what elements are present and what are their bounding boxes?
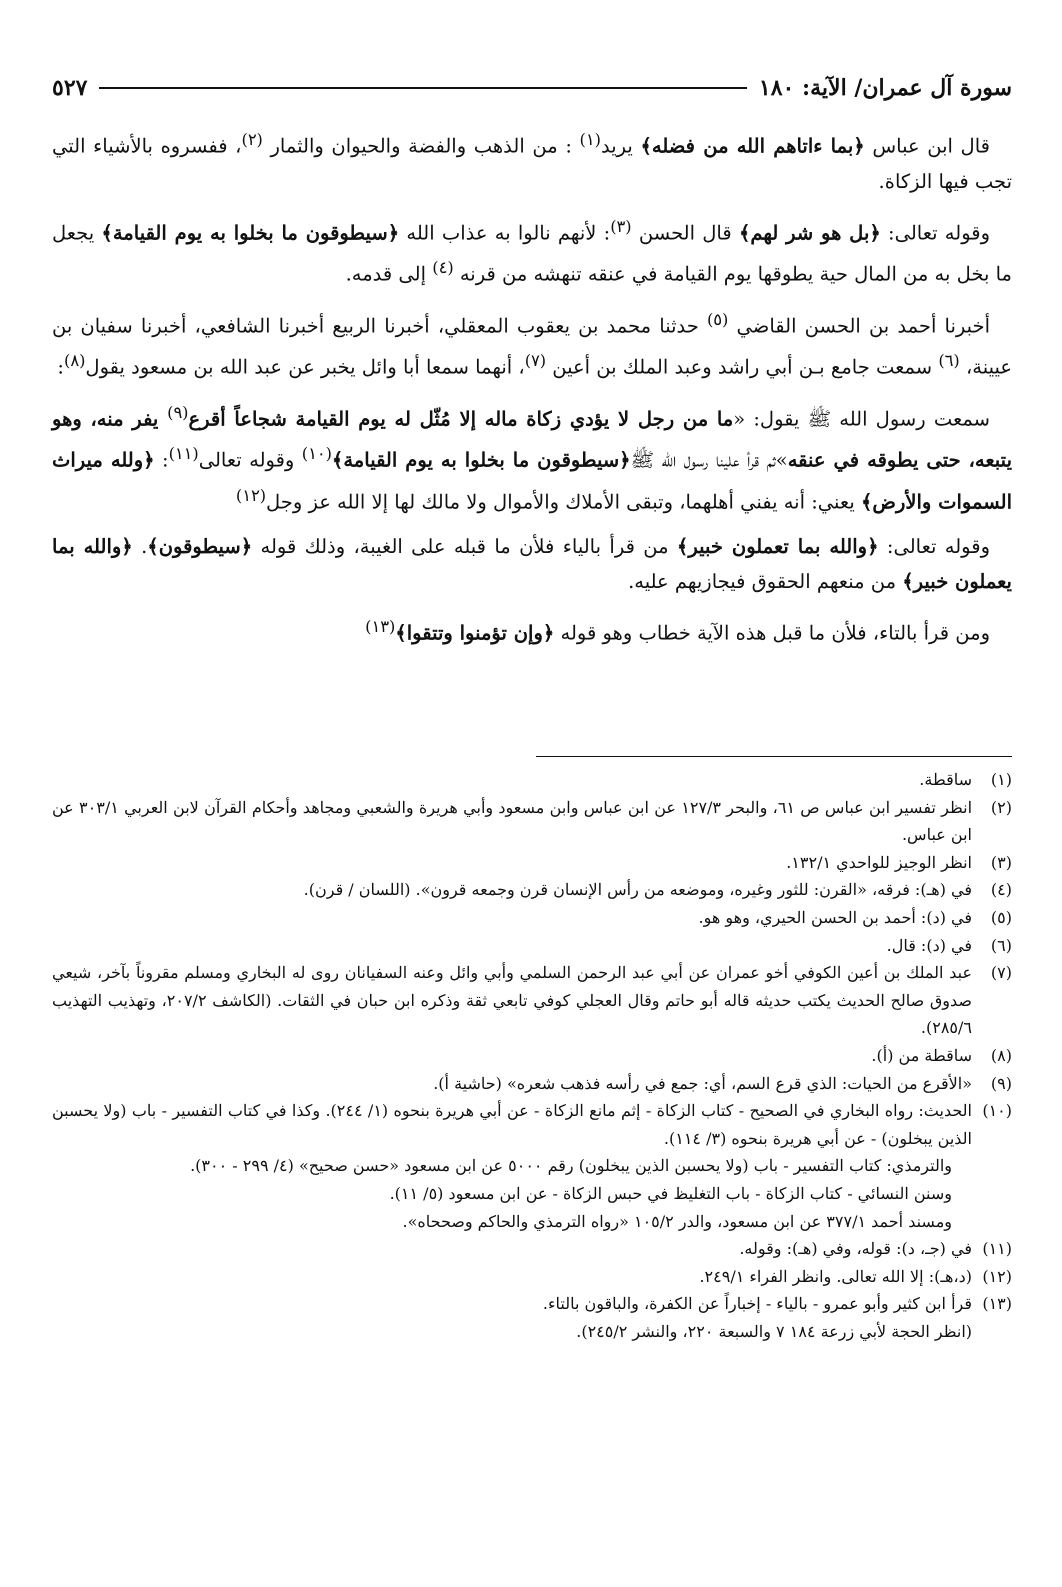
footnote-number: (٦) [990,935,1012,955]
text: . [132,535,148,558]
footnote-8 [52,1042,1012,1070]
footnote-text: (د،هـ): إلا الله تعالى. وانظر الفراء ٢٤٩/١. [699,1266,972,1286]
quran-quote: ﴿سيطوقون﴾ [147,535,253,558]
text: يجعل ما بخل به من المال حية يطوقها يوم القيامة في عنقه تنهشه من قرنه [52,221,1012,286]
footnote-9 [52,1070,1012,1098]
text: وقوله تعالى: [880,221,991,244]
footnote-number: (٧) [990,963,1012,983]
footnote-divider [536,756,1012,757]
text: : [154,448,169,472]
footnote-number: (١٠) [982,1101,1012,1121]
text: إلى قدمه. [345,262,433,286]
footnote-11 [52,1235,1012,1263]
footnote-text: عبد الملك بن أعين الكوفي أخو عمران عن أبي عبد الرحمن السلمي وأبي وائل وعنه السفيانان روى له البخاري ومسلم مقروناً بآخر، شيعي صدوق صالح الحديث يكتب حديثه قاله أبو حاتم وقال العجلي كوفي تابعي ثقة وذكره ابن حبان في الثقات. (الكاشف ٢٠٧/٢، وتهذيب التهذيب ٢٨٥/٦). [52,963,972,1038]
footnote-13-continued: (انظر الحجة لأبي زرعة ١٨٤ ٧ والسبعة ٢٢٠، والنشر ٢٤٥/٢). [576,1321,972,1341]
footnote-text: «الأقرع من الحيات: الذي قرع السم، أي: جمع في رأسه فذهب شعره» (حاشية أ). [433,1073,972,1093]
footnote-ref[interactable]: (٤) [432,258,454,277]
text: سمعت جامع بـن أبي راشد وعبد الملك بن أعين [546,355,939,379]
text: : [57,355,64,379]
footnote-number: (١٣) [982,1294,1012,1314]
footnote-ref[interactable]: (١١) [168,444,199,463]
footnote-number: (٣) [990,852,1012,872]
footnote-text: في (د): أحمد بن الحسن الحيري، وهو هو. [698,907,972,927]
footnote-7 [52,959,1012,1042]
quran-quote: ﴿وإن تؤمنوا وتتقوا﴾ [395,621,555,645]
hadith-quote: ما من رجل لا يؤدي زكاة ماله إلا مُثّل له يوم القيامة شجاعاً أقرع [188,407,734,430]
footnote-ref[interactable]: (٧) [524,351,547,370]
footnote-10 [52,1097,1012,1152]
text: وقوله تعالى [198,448,302,472]
footnote-number: (١) [990,770,1012,789]
quran-quote: ﴿سيطوقون ما بخلوا به يوم القيامة﴾ [101,221,400,244]
header-rule [99,87,746,89]
footnote-ref[interactable]: (٣) [610,216,632,236]
footnote-4 [52,876,1012,904]
text: قال الحسن [631,221,739,244]
hadith-quote: يفر منه، وهو يتبعه، حتى يطوقه في عنقه [52,407,1012,472]
footnote-ref[interactable]: (٩) [167,402,189,422]
text: سمعت رسول الله ﷺ يقول: « [733,407,990,430]
paragraph-2 [52,209,1012,292]
page-number: ٥٢٧ [52,75,88,101]
footnote-2 [52,794,1012,849]
footnote-number: (٥) [990,907,1012,927]
footnote-text: قرأ ابن كثير وأبو عمرو - بالياء - إخباراً عن الكفرة، والباقون بالتاء. [542,1294,972,1314]
quran-quote: ﴿والله بما تعملون خبير﴾ [676,535,879,558]
quran-quote: ﴿ولله ميراث السموات والأرض﴾ [52,448,1012,513]
footnote-ref[interactable]: (١) [579,130,601,149]
text: ، أنهما سمعا أبا وائل يخبر عن عبد الله بن مسعود يقول [85,355,525,379]
paragraph-4 [52,395,1012,520]
footnote-number: (٩) [990,1073,1012,1093]
text: وقوله تعالى: [878,535,990,558]
paragraph-6 [52,609,1012,651]
footnote-5 [52,904,1012,932]
footnote-6 [52,932,1012,960]
footnote-number: (١١) [982,1239,1012,1259]
paragraph-1 [52,122,1012,199]
footnote-13 [52,1290,1012,1318]
footnote-text: في (جـ، د): قوله، وفي (هـ): وقوله. [739,1239,972,1259]
footnote-ref[interactable]: (١٠) [301,444,332,463]
footnote-number: (٢) [990,797,1013,817]
footnote-ref[interactable]: (٦) [938,351,960,370]
footnote-ref[interactable]: (٥) [706,309,729,329]
text: يعني: أنه يفني أهلهما، وتبقى الأملاك والأموال ولا مالك لها إلا الله عز وجل [266,490,861,513]
running-header [52,70,1012,106]
text: »ثم قرأ علينا رسول الله ﷺ [630,448,788,472]
footnote-text: في (هـ): فرقه، «القرن: للثور وغيره، وموضعه من رأس الإنسان قرن وجمعه قرون». (اللسان / قرن). [303,880,972,900]
text: يريد [600,134,641,158]
text: حدثنا محمد بن يعقوب المعقلي، أخبرنا الربيع أخبرنا الشافعي، أخبرنا سفيان بن عيينة، [52,314,1012,379]
text: قال ابن عباس [864,134,990,158]
header-title: سورة آل عمران/ الآية: ١٨٠ [758,75,1012,101]
footnotes [52,766,1012,1345]
footnote-number: (٨) [990,1045,1012,1065]
footnote-10-continued: وسنن النسائي - كتاب الزكاة - باب التغليظ في حبس الزكاة - عن ابن مسعود (٥/ ١١). [389,1183,952,1203]
footnote-1 [52,766,1012,794]
footnote-text: الحديث: رواه البخاري في الصحيح - كتاب الزكاة - إثم مانع الزكاة - عن أبي هريرة بنحوه (١/ ٢٤٤). وكذا في كتاب التفسير - باب (ولا يحسبن الذين يبخلون) - عن أبي هريرة بنحوه (٣/ ١١٤). [52,1101,972,1148]
text: ، ففسروه بالأشياء التي تجب فيها الزكاة. [52,134,1012,193]
footnote-12 [52,1263,1012,1291]
quran-quote: ﴿بل هو شر لهم﴾ [738,221,881,244]
text: : من الذهب والفضة والحيوان والثمار [262,134,580,158]
footnote-ref[interactable]: (١٣) [365,617,396,636]
quran-quote: ﴿سيطوقون ما بخلوا به يوم القيامة﴾ [331,448,631,472]
quran-quote: ﴿بما ءاتاهم الله من فضله﴾ [640,134,865,158]
footnote-number: (١٢) [982,1266,1012,1286]
footnote-text: ساقطة. [919,770,972,789]
text: : لأنهم نالوا به عذاب الله [399,221,611,244]
text: ومن قرأ بالتاء، فلأن ما قبل هذه الآية خطاب وهو قوله [554,621,990,645]
footnote-number: (٤) [990,880,1012,900]
text: من منعهم الحقوق فيجازيهم عليه. [628,570,903,593]
paragraph-3 [52,302,1012,385]
text: أخبرنا أحمد بن الحسن القاضي [728,314,990,337]
footnote-3 [52,849,1012,877]
quran-quote: ﴿والله بما يعملون خبير﴾ [52,535,1012,593]
footnote-10-continued: ومسند أحمد ٣٧٧/١ عن ابن مسعود، والدر ١٠٥/٢ «رواه الترمذي والحاكم وصححاه». [402,1211,952,1231]
footnote-text: ساقطة من (أ). [871,1045,972,1065]
footnote-10-continued: والترمذي: كتاب التفسير - باب (ولا يحسبن الذين يبخلون) رقم ٥٠٠٠ عن ابن مسعود «حسن صحيح» (٤/ ٢٩٩ - ٣٠٠). [190,1156,952,1176]
main-text [52,122,1012,661]
footnote-ref[interactable]: (٢) [241,130,263,149]
paragraph-5 [52,529,1012,599]
footnote-text: انظر تفسير ابن عباس ص ٦١، والبحر ١٢٧/٣ عن ابن عباس وابن مسعود وأبي هريرة والشعبي ومجاهد وأحكام القرآن لابن العربي ٣٠٣/١ عن ابن عباس. [52,797,973,845]
text: من قرأ بالياء فلأن ما قبله على الغيبة، وذلك قوله [252,535,677,558]
footnote-text: في (د): قال. [886,935,972,955]
footnote-ref[interactable]: (٨) [63,351,86,370]
footnote-text: انظر الوجيز للواحدي ١٣٢/١. [786,852,972,872]
footnote-ref[interactable]: (١٢) [235,485,267,505]
